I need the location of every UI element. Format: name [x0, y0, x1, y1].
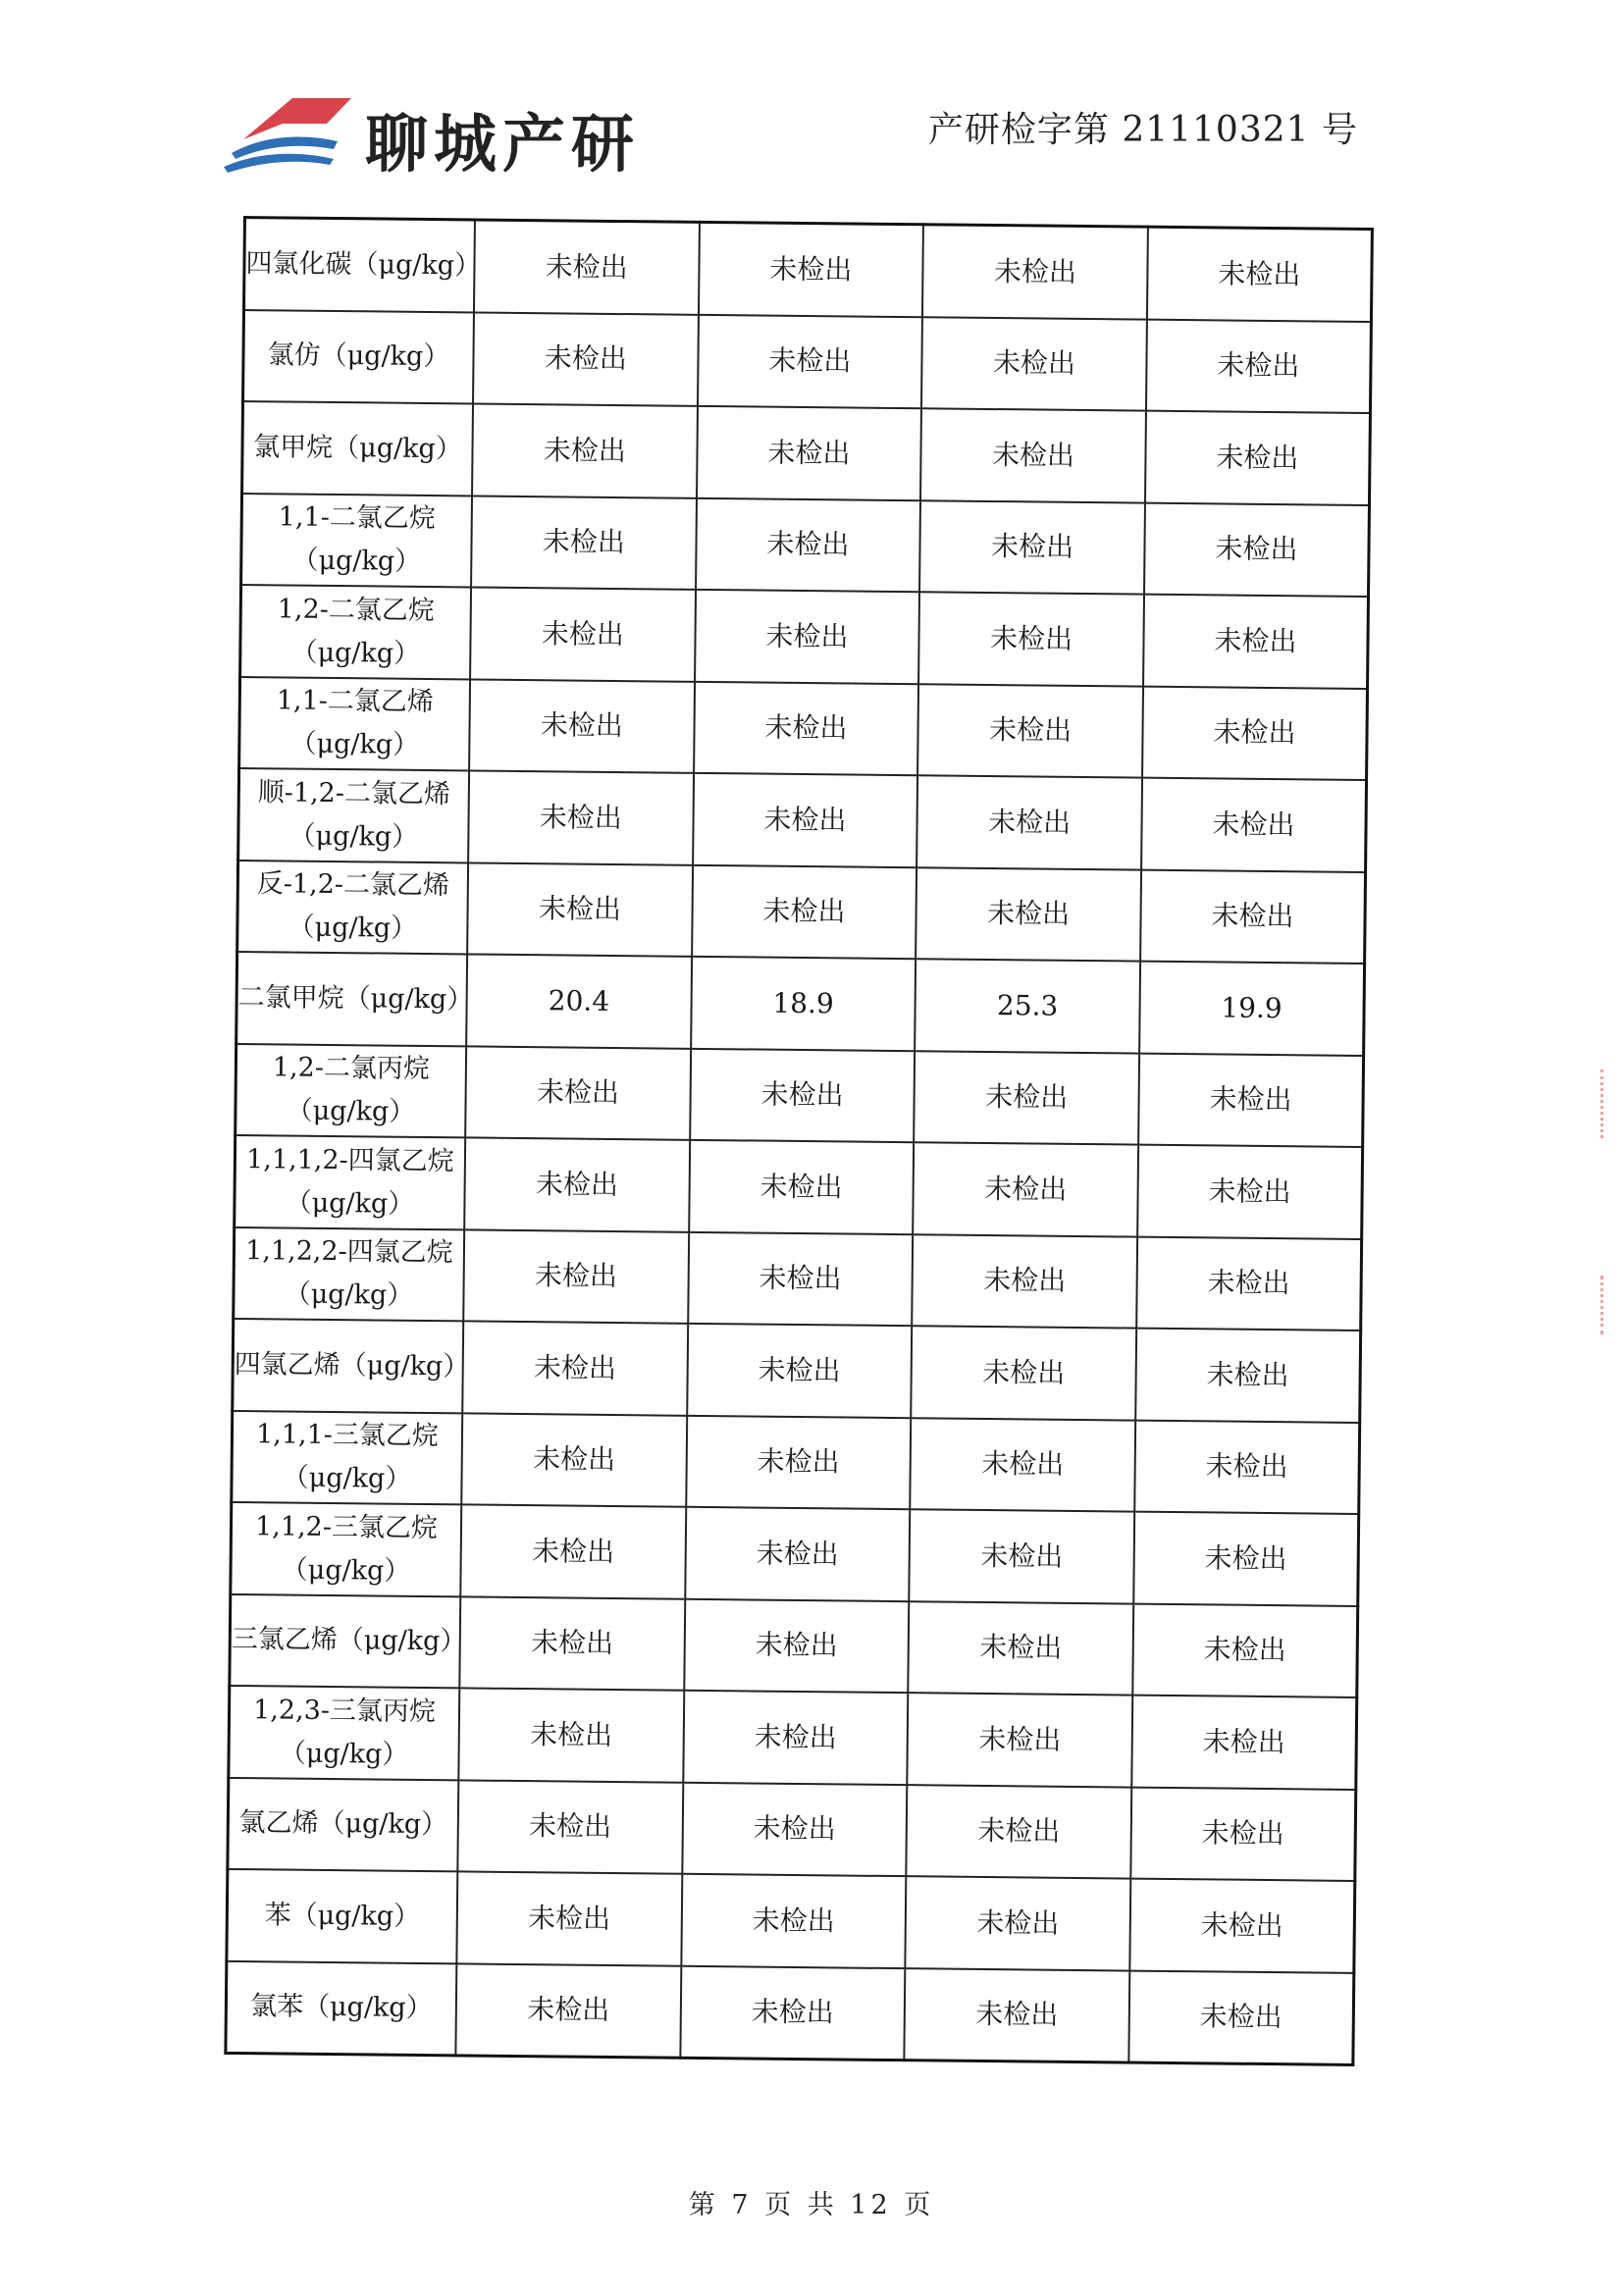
result-cell: 未检出 [913, 1142, 1138, 1236]
result-cell: 未检出 [1133, 1512, 1359, 1606]
result-cell: 未检出 [467, 862, 693, 957]
table-row [233, 1319, 1361, 1423]
analyte-name: 1,1-二氯乙烯 （μg/kg） [239, 676, 470, 770]
table-row [228, 1777, 1356, 1881]
result-cell: 未检出 [693, 773, 918, 867]
result-cell: 未检出 [1146, 319, 1372, 413]
seal-edge-mark [1600, 1070, 1617, 1138]
result-cell: 19.9 [1139, 962, 1365, 1056]
result-cell: 未检出 [909, 1601, 1134, 1696]
table-row [232, 1410, 1360, 1514]
results-table [224, 216, 1374, 2066]
analyte-name: 三氯乙烯（μg/kg） [230, 1593, 460, 1688]
result-cell: 未检出 [1138, 1053, 1364, 1147]
result-cell: 未检出 [1143, 595, 1369, 689]
table-row [226, 1960, 1354, 2064]
analyte-name: 1,1,1-三氯乙烷 （μg/kg） [232, 1410, 462, 1504]
seal-edge-mark [1600, 1276, 1617, 1334]
analyte-name: 1,1,2,2-四氯乙烷 （μg/kg） [234, 1226, 464, 1321]
page-header [0, 0, 1623, 196]
result-cell: 未检出 [680, 1965, 906, 2060]
result-cell: 未检出 [1134, 1420, 1360, 1514]
result-cell: 未检出 [464, 1137, 690, 1231]
result-cell: 未检出 [469, 679, 695, 773]
table-row [231, 1502, 1359, 1606]
report-number: 产研检字第 21110321 号 [927, 110, 1358, 150]
table-row [240, 585, 1369, 689]
result-cell: 未检出 [685, 1507, 911, 1601]
table-row [236, 952, 1365, 1056]
result-cell: 未检出 [1140, 869, 1366, 964]
table-row [234, 1226, 1362, 1331]
company-name: 聊城产研 [365, 109, 640, 182]
result-cell: 未检出 [1142, 686, 1368, 780]
analyte-name: 二氯甲烷（μg/kg） [236, 952, 467, 1046]
result-cell: 未检出 [1136, 1236, 1362, 1331]
result-cell: 未检出 [1141, 778, 1367, 872]
table-row [243, 218, 1372, 322]
result-cell: 未检出 [470, 587, 696, 681]
result-cell: 未检出 [688, 1231, 914, 1326]
analyte-name: 1,2-二氯丙烷 （μg/kg） [236, 1043, 466, 1137]
result-cell: 未检出 [696, 497, 921, 592]
analyte-name: 苯（μg/kg） [227, 1869, 457, 1963]
table-row [229, 1686, 1357, 1790]
result-cell: 未检出 [920, 408, 1146, 502]
result-cell: 未检出 [683, 1691, 909, 1785]
result-cell: 未检出 [906, 1876, 1131, 1970]
result-cell: 未检出 [916, 867, 1141, 962]
result-cell: 未检出 [456, 1871, 682, 1965]
result-cell: 未检出 [919, 500, 1145, 595]
company-logo-icon [224, 90, 351, 173]
table-row [237, 860, 1366, 964]
result-cell: 未检出 [474, 220, 700, 314]
table-row [241, 494, 1370, 598]
analyte-name: 氯乙烯（μg/kg） [228, 1777, 458, 1871]
result-cell: 未检出 [681, 1874, 907, 1968]
result-cell: 未检出 [690, 1048, 916, 1142]
result-cell: 未检出 [907, 1785, 1132, 1879]
result-cell: 未检出 [910, 1509, 1135, 1603]
result-cell: 未检出 [455, 1963, 681, 2058]
result-cell: 未检出 [472, 403, 698, 497]
analyte-name: 四氯化碳（μg/kg） [243, 218, 474, 312]
result-cell: 未检出 [458, 1688, 684, 1782]
result-cell: 20.4 [466, 954, 692, 1048]
result-cell: 未检出 [910, 1418, 1135, 1512]
results-table-container [224, 216, 1374, 2092]
table-row [230, 1593, 1358, 1697]
analyte-name: 四氯乙烯（μg/kg） [233, 1319, 463, 1413]
result-cell: 未检出 [1144, 502, 1370, 597]
result-cell: 未检出 [1132, 1603, 1358, 1697]
analyte-name: 1,1-二氯乙烷 （μg/kg） [241, 494, 472, 588]
result-cell: 未检出 [699, 222, 924, 316]
result-cell: 未检出 [689, 1140, 915, 1234]
result-cell: 未检出 [463, 1229, 689, 1324]
table-row [243, 310, 1372, 414]
result-cell: 未检出 [687, 1324, 913, 1418]
analyte-name: 1,1,2-三氯乙烷 （μg/kg） [231, 1502, 461, 1596]
result-cell: 未检出 [908, 1693, 1133, 1787]
result-cell: 未检出 [914, 1051, 1139, 1145]
page-number: 第 7 页 共 12 页 [688, 2190, 935, 2220]
result-cell: 未检出 [1145, 411, 1371, 505]
result-cell: 未检出 [916, 775, 1142, 869]
table-row [238, 768, 1367, 872]
analyte-name: 1,1,1,2-四氯乙烷 （μg/kg） [235, 1135, 465, 1229]
analyte-name: 氯苯（μg/kg） [226, 1960, 456, 2055]
result-cell: 未检出 [917, 684, 1143, 778]
table-row [242, 401, 1371, 505]
analyte-name: 1,2,3-三氯丙烷 （μg/kg） [229, 1686, 459, 1780]
result-cell: 未检出 [471, 496, 697, 590]
table-row [227, 1869, 1355, 1973]
result-cell: 未检出 [1135, 1329, 1361, 1423]
table-row [236, 1043, 1364, 1147]
result-cell: 未检出 [682, 1782, 908, 1876]
result-cell: 18.9 [691, 957, 916, 1051]
result-cell: 未检出 [918, 592, 1144, 686]
result-cell: 未检出 [473, 312, 699, 406]
result-cell: 未检出 [692, 864, 917, 959]
table-row [239, 676, 1368, 780]
result-cell: 未检出 [922, 225, 1148, 319]
result-cell: 未检出 [695, 590, 920, 684]
result-cell: 未检出 [462, 1321, 688, 1415]
result-cell: 未检出 [460, 1504, 686, 1598]
result-cell: 未检出 [461, 1413, 687, 1507]
result-cell: 未检出 [1131, 1696, 1357, 1790]
result-cell: 未检出 [684, 1598, 910, 1693]
result-cell: 25.3 [915, 959, 1140, 1053]
result-cell: 未检出 [465, 1046, 691, 1140]
analyte-name: 氯仿（μg/kg） [243, 310, 474, 404]
result-cell: 未检出 [686, 1415, 912, 1509]
result-cell: 未检出 [1129, 1879, 1355, 1973]
result-cell: 未检出 [694, 681, 919, 775]
analyte-name: 反-1,2-二氯乙烯 （μg/kg） [237, 860, 468, 954]
result-cell: 未检出 [697, 406, 922, 500]
result-cell: 未检出 [911, 1326, 1136, 1420]
result-cell: 未检出 [912, 1234, 1137, 1329]
result-cell: 未检出 [698, 314, 923, 408]
result-cell: 未检出 [459, 1596, 685, 1691]
result-cell: 未检出 [905, 1968, 1130, 2062]
result-cell: 未检出 [1147, 227, 1373, 321]
result-cell: 未检出 [1137, 1145, 1363, 1239]
analyte-name: 顺-1,2-二氯乙烯 （μg/kg） [238, 768, 469, 862]
result-cell: 未检出 [1130, 1787, 1356, 1881]
result-cell: 未检出 [457, 1780, 683, 1874]
result-cell: 未检出 [468, 770, 694, 864]
table-row [235, 1135, 1363, 1239]
result-cell: 未检出 [921, 317, 1147, 411]
analyte-name: 氯甲烷（μg/kg） [242, 401, 473, 496]
analyte-name: 1,2-二氯乙烷 （μg/kg） [240, 585, 471, 679]
result-cell: 未检出 [1128, 1970, 1354, 2064]
